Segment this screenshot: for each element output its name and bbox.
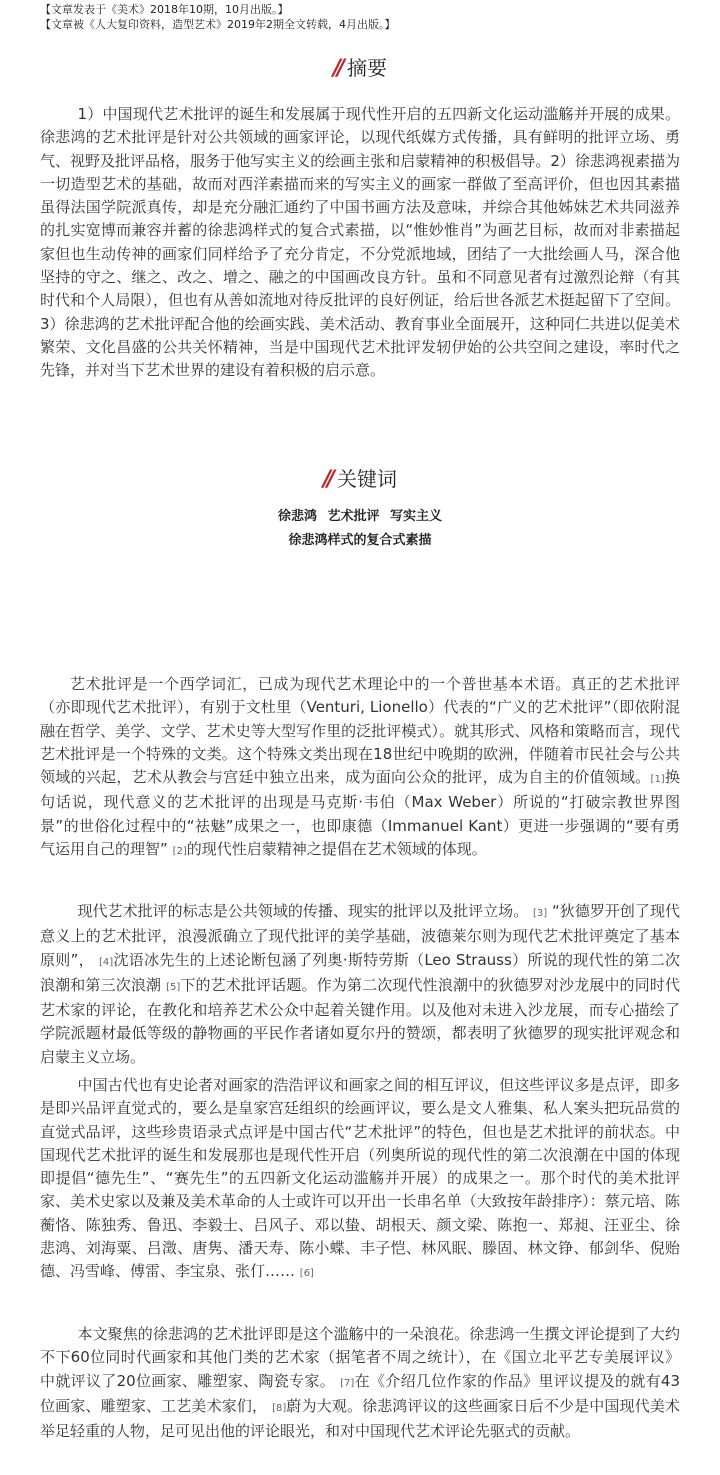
footnote-ref: [5]	[166, 981, 181, 993]
keyword: 艺术批评	[327, 509, 380, 524]
abstract-title: 摘要	[347, 56, 388, 80]
keyword: 徐悲鸿样式的复合式素描	[288, 533, 432, 548]
keywords-line-2	[0, 529, 720, 553]
slash-mark-icon: //	[322, 467, 332, 492]
keywords-title: 关键词	[337, 467, 398, 491]
footnote-ref: [7]	[340, 1377, 355, 1389]
publication-note: 【文章发表于《美术》2018年10期，10月出版。】	[40, 3, 289, 16]
reprint-note: 【文章被《人大复印资料，造型艺术》2019年2期全文转载，4月出版。】	[40, 18, 396, 31]
body-paragraph-3: 中国古代也有史论者对画家的浩浩评议和画家之间的相互评议，但这些评议多是点评，即多是即兴品评直觉式的，要么是皇家宫廷组织的绘画评议，要么是文人雅集、私人案头把玩品赏的直觉式品评，这些珍贵语录式点评是中国古代“艺术批评”的特色，但也是艺术批评的前状态。中国现代艺术批评的诞生和发展那也是现代性开启（列奥所说的现代性的第二次浪潮在中国的体现即提倡“德先生”、“赛先生”的五四新文化运动滥觞并开展）的成果之一。那个时代的美术批评家、美术史家以及兼及美术革命的人士或许可以开出一长串名单（大致按年龄排序）：蔡元培、陈蘅恪、陈独秀、鲁迅、李毅士、吕风子、邓以蛰、胡根天、颜文梁、陈抱一、郑昶、汪亚尘、徐悲鸿、刘海粟、吕澂、唐隽、潘天寿、陈小蝶、丰子恺、林风眠、滕固、林文铮、郁剑华、倪贻德、冯雪峰、傅雷、李宝泉、张仃…… [6]	[40, 1076, 680, 1281]
footnote-ref: [4]	[99, 956, 114, 968]
slash-mark-icon: //	[332, 56, 342, 81]
keywords-heading	[0, 466, 720, 493]
keyword: 写实主义	[390, 509, 443, 524]
body-paragraph-2: 现代艺术批评的标志是公共领域的传播、现实的批评以及批评立场。 [3] “狄德罗开创了现代意义上的艺术批评，浪漫派确立了现代批评的美学基础，波德莱尔则为现代艺术批评奠定了基本原则”， [4]沈语冰先生的上述论断包涵了列奥·斯特劳斯（Leo Strauss）所说的现代性的第二次浪潮和第三次浪潮 [5]下的艺术批评话题。作为第二次现代性浪潮中的狄德罗对沙龙展中的同时代艺术家的评论，在教化和培养艺术公众中起着关键作用。以及他对未进入沙龙展，而专心描绘了学院派题材最低等级的静物画的平民作者诸如夏尔丹的赞颂，都表明了狄德罗的现实批评观念和启蒙主义立场。	[40, 902, 680, 1066]
abstract-heading	[0, 55, 720, 82]
footnote-ref: [6]	[299, 1268, 314, 1280]
footnote-ref: [3]	[533, 908, 548, 919]
body-paragraph-4: 本文聚焦的徐悲鸿的艺术批评即是这个滥觞中的一朵浪花。徐悲鸿一生撰文评论提到了大约不下60位同时代画家和其他门类的艺术家（据笔者不周之统计），在《国立北平艺专美展评议》中就评议了20位画家、雕塑家、陶瓷专家。 [7]在《介绍几位作家的作品》里评议提及的就有43位画家、雕塑家、工艺美术家们， [8]蔚为大观。徐悲鸿评议的这些画家日后不少是中国现代美术举足轻重的人物，足可见出他的评论眼光，和对中国现代艺术评论先驱式的贡献。	[40, 1325, 681, 1441]
keywords-line-1	[0, 505, 720, 529]
body-paragraph-1: 艺术批评是一个西学词汇，已成为现代艺术理论中的一个普世基本术语。真正的艺术批评（亦即现代艺术批评），有别于文杜里（Venturi, Lionello）代表的“广义的艺术批评”（即依附混融在哲学、美学、文学、艺术史等大型写作里的泛批评模式）。就其形式、风格和策略而言，现代艺术批评是一个特殊的文类。这个特殊文类出现在18世纪中晚期的欧洲，伴随着市民社会与公共领域的兴起，艺术从教会与宫廷中独立出来，成为面向公众的批评，成为自主的价值领域。[1]换句话说，现代意义的艺术批评的出现是马克斯·韦伯（Max Weber）所说的“打破宗教世界图景”的世俗化过程中的“祛魅”成果之一，也即康德（Immanuel Kant）更进一步强调的“要有勇气运用自己的理智” [2]的现代性启蒙精神之提倡在艺术领域的体现。	[40, 675, 680, 859]
footnote-ref: [8]	[272, 1402, 287, 1414]
publication-notes	[40, 2, 700, 32]
footnote-ref: [1]	[650, 774, 665, 786]
keyword: 徐悲鸿	[277, 509, 317, 524]
abstract-text: 1）中国现代艺术批评的诞生和发展属于现代性开启的五四新文化运动滥觞并开展的成果。徐悲鸿的艺术批评是针对公共领域的画家评论，以现代纸媒方式传播，具有鲜明的批评立场、勇气、视野及批评品格，服务于他写实主义的绘画主张和启蒙精神的积极倡导。2）徐悲鸿视素描为一切造型艺术的基础，故而对西洋素描而来的写实主义的画家一群做了至高评价，但也因其素描虽得法国学院派真传，却是充分融汇通约了中国书画方法及意味，并综合其他姊妹艺术共同滋养的扎实宽博而兼容并蓄的徐悲鸿样式的复合式素描，以“惟妙惟肖”为画艺目标，故而对非素描起家但也生动传神的画家们同样给予了充分肯定，不分党派地域，团结了一大批绘画人马，深合他坚持的守之、继之、改之、增之、融之的中国画改良方针。虽和不同意见者有过激烈论辩（有其时代和个人局限），但也有从善如流地对待反批评的良好例证，给后世各派艺术挺起留下了空间。3）徐悲鸿的艺术批评配合他的绘画实践、美术活动、教育事业全面展开，这种同仁共进以促美术繁荣、文化昌盛的公共关怀精神，当是中国现代艺术批评发轫伊始的公共空间之建设，率时代之先锋，并对当下艺术世界的建设有着积极的启示意。	[40, 105, 680, 380]
footnote-ref: [2]	[172, 846, 187, 858]
